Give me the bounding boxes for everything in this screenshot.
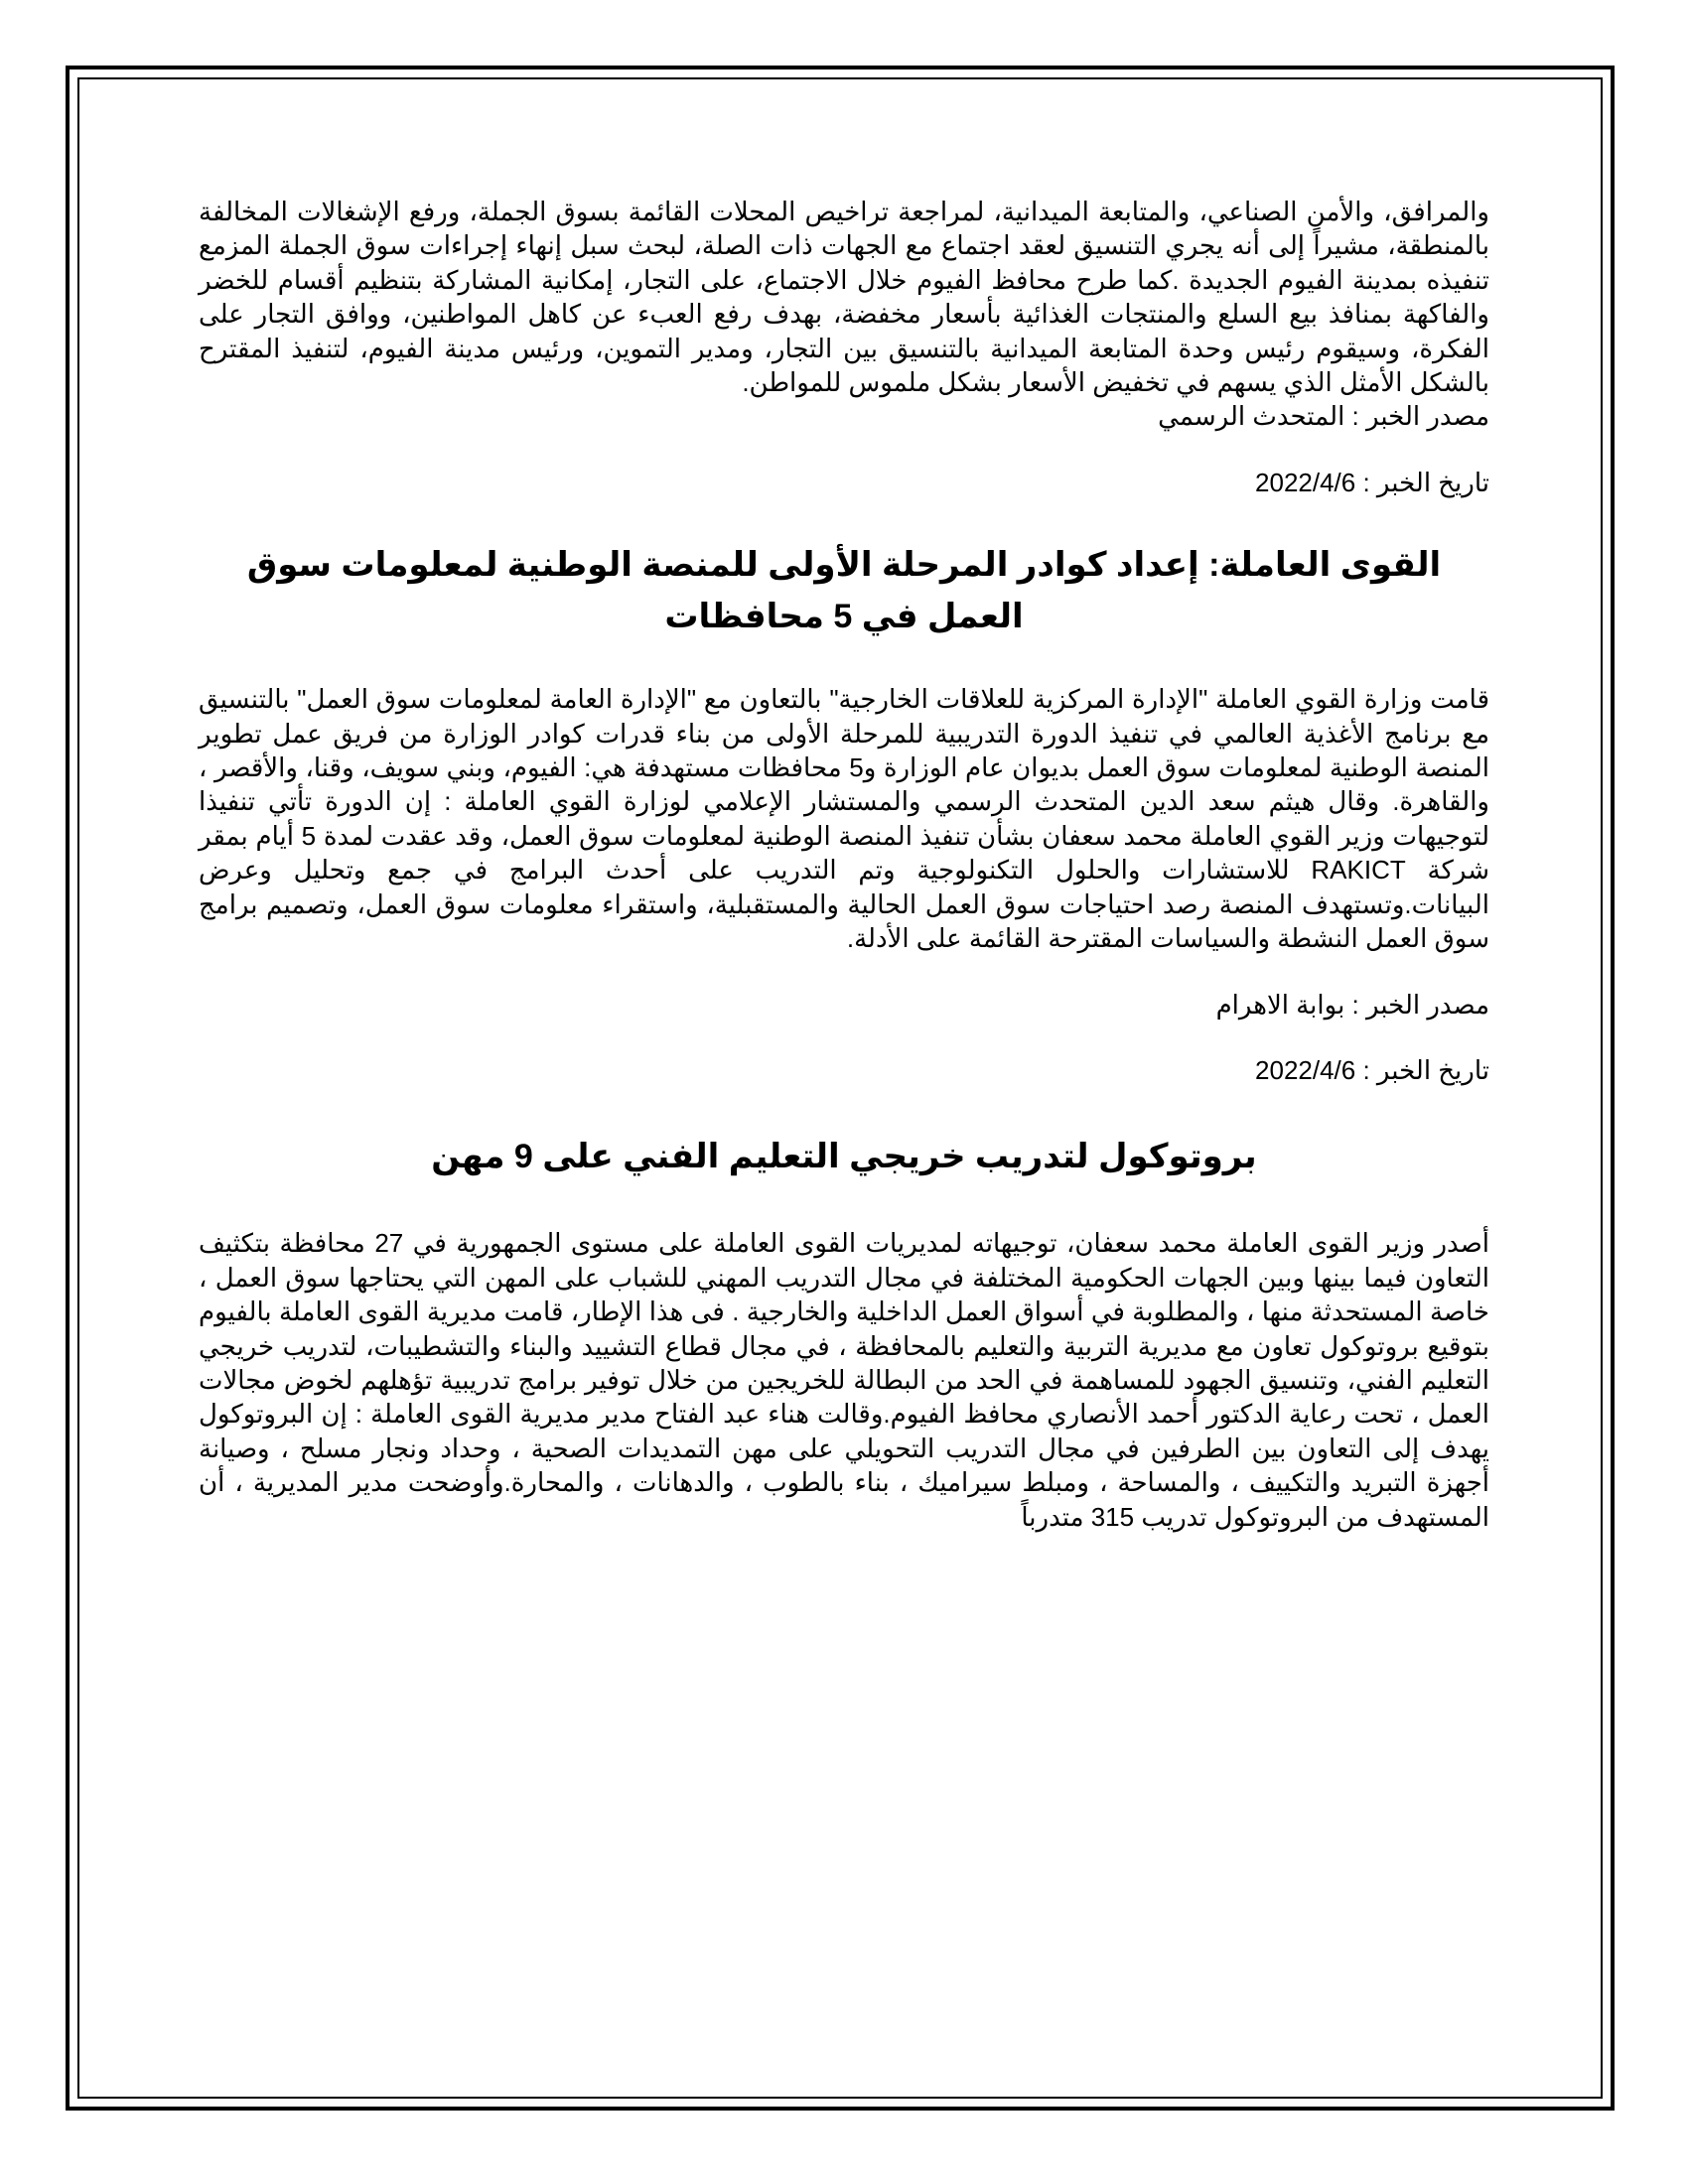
news-source: مصدر الخبر : بوابة الاهرام (1215, 989, 1489, 1020)
article-vocational-protocol (199, 1131, 1489, 1534)
news-date: تاريخ الخبر : 2022/4/6 (1255, 1054, 1489, 1085)
article-headline: بروتوكول لتدريب خريجي التعليم الفني على 9 مهن (431, 1138, 1257, 1176)
article-headline: القوى العاملة: إعداد كوادر المرحلة الأولى للمنصة الوطنية لمعلومات سوق العمل في 5 محافظات (246, 546, 1442, 636)
article-fayoum-market (199, 195, 1489, 499)
document-body (199, 195, 1489, 1534)
article-paragraph: والمرافق، والأمن الصناعي، والمتابعة الميدانية، لمراجعة تراخيص المحلات القائمة بسوق الجملة، ورفع الإشغالات المخالفة بالمنطقة، مشيراً إلى أنه يجري التنسيق لعقد اجتماع مع الجهات ذات الصلة، لبحث سبل إنهاء إجراءات سوق الجملة المزمع تنفيذه بمدينة الفيوم الجديدة .كما طرح محافظ الفيوم خلال الاجتماع، على التجار، إمكانية المشاركة بتنظيم أقسام للخضر والفاكهة بمنافذ بيع السلع والمنتجات الغذائية بأسعار مخفضة، بهدف رفع العبء عن كاهل المواطنين، ووافق التجار على الفكرة، وسيقوم رئيس وحدة المتابعة الميدانية بالتنسيق بين التجار، ومدير التموين، ورئيس مدينة الفيوم، لتنفيذ المقترح بالشكل الأمثل الذي يسهم في تخفيض الأسعار بشكل ملموس للمواطن. (199, 197, 1489, 398)
news-source: مصدر الخبر : المتحدث الرسمي (1158, 401, 1489, 432)
article-labor-market-platform (199, 539, 1489, 1087)
article-paragraph: قامت وزارة القوي العاملة "الإدارة المركزية للعلاقات الخارجية" بالتعاون مع "الإدارة العامة لمعلومات سوق العمل" بالتنسيق مع برنامج الأغذية العالمي في تنفيذ الدورة التدريبية للمرحلة الأولى من بناء قدرات كوادر الوزارة من فريق عمل تطوير المنصة الوطنية لمعلومات سوق العمل بديوان عام الوزارة و5 محافظات مستهدفة هي: الفيوم، وبني سويف، وقنا، والأقصر ، والقاهرة. وقال هيثم سعد الدين المتحدث الرسمي والمستشار الإعلامي لوزارة القوي العاملة : إن الدورة تأتي تنفيذا لتوجيهات وزير القوي العاملة محمد سعفان بشأن تنفيذ المنصة الوطنية لمعلومات سوق العمل، وقد عقدت لمدة 5 أيام بمقر شركة RAKICT للاستشارات والحلول التكنولوجية وتم التدريب على أحدث البرامج في جمع وتحليل وعرض البيانات.وتستهدف المنصة رصد احتياجات سوق العمل الحالية والمستقبلية، واستقراء معلومات سوق العمل، وتصميم برامج سوق العمل النشطة والسياسات المقترحة القائمة على الأدلة. (199, 684, 1490, 954)
news-date: تاريخ الخبر : 2022/4/6 (1255, 467, 1489, 497)
article-paragraph: أصدر وزير القوى العاملة محمد سعفان، توجيهاته لمديريات القوى العاملة على مستوى الجمهورية في 27 محافظة بتكثيف التعاون فيما بينها وبين الجهات الحكومية المختلفة في مجال التدريب المهني للشباب على المهن التي يحتاجها سوق العمل ، خاصة المستحدثة منها ، والمطلوبة في أسواق العمل الداخلية والخارجية . فى هذا الإطار، قامت مديرية القوى العاملة بالفيوم بتوقيع بروتوكول تعاون مع مديرية التربية والتعليم بالمحافظة ، في مجال قطاع التشييد والبناء والتشطيبات، لتدريب خريجي التعليم الفني، وتنسيق الجهود للمساهمة في الحد من البطالة للخريجين من خلال توفير برامج تدريبية تؤهلهم لخوض مجالات العمل ، تحت رعاية الدكتور أحمد الأنصاري محافظ الفيوم.وقالت هناء عبد الفتاح مدير مديرية القوى العاملة : إن البروتوكول يهدف إلى التعاون بين الطرفين في مجال التدريب التحويلي على مهن التمديدات الصحية ، وحداد ونجار مسلح ، وصيانة أجهزة التبريد والتكييف ، والمساحة ، ومبلط سيراميك ، بناء بالطوب ، والدهانات ، والمحارة.وأوضحت مدير المديرية ، أن المستهدف من البروتوكول تدريب 315 متدرباً (199, 1228, 1489, 1532)
